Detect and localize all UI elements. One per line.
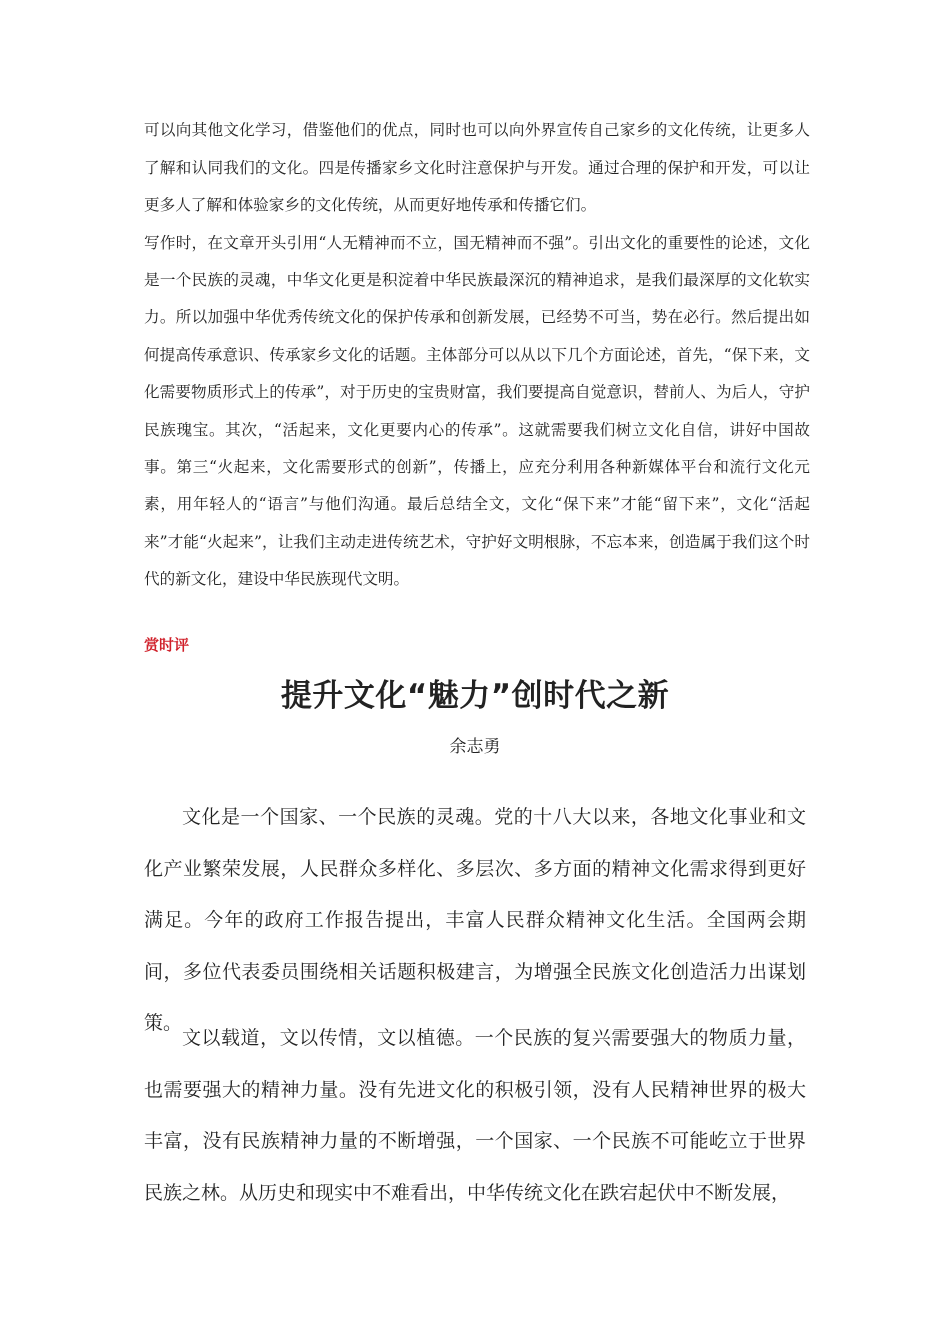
article-paragraph: 文以载道，文以传情，文以植德。一个民族的复兴需要强大的物质力量，也需要强大的精神力量。没有先进文化的积极引领，没有人民精神世界的极大丰富，没有民族精神力量的不断增强，一个国家、一个民族不可能屹立于世界民族之林。从历史和现实中不难看出，中华传统文化在跌宕起伏中不断发展， — [144, 1027, 806, 1204]
article-paragraph: 文化是一个国家、一个民族的灵魂。党的十八大以来，各地文化事业和文化产业繁荣发展，人民群众多样化、多层次、多方面的精神文化需求得到更好满足。今年的政府工作报告提出，丰富人民群众精神文化生活。全国两会期间，多位代表委员围绕相关话题积极建言，为增强全民族文化创造活力出谋划策。 — [144, 806, 806, 1034]
intro-text-block — [144, 112, 810, 599]
article-author: 余志勇 — [449, 737, 501, 757]
writing-tips-paragraph: 写作时，在文章开头引用“人无精神而不立，国无精神而不强”。引出文化的重要性的论述，文化是一个民族的灵魂，中华文化更是积淀着中华民族最深沉的精神追求，是我们最深厚的文化软实力。所以加强中华优秀传统文化的保护传承和创新发展，已经势不可当，势在必行。然后提出如何提高传承意识、传承家乡文化的话题。主体部分可以从以下几个方面论述，首先，“保下来，文化需要物质形式上的传承”，对于历史的宝贵财富，我们要提高自觉意识，替前人、为后人，守护民族瑰宝。其次，“活起来，文化更要内心的传承”。这就需要我们树立文化自信，讲好中国故事。第三“火起来，文化需要形式的创新”，传播上，应充分利用各种新媒体平台和流行文化元素，用年轻人的“语言”与他们沟通。最后总结全文，文化“保下来”才能“留下来”，文化“活起来”才能“火起来”，让我们主动走进传统艺术，守护好文明根脉，不忘本来，创造属于我们这个时代的新文化，建设中华民族现代文明。 — [144, 233, 810, 589]
intro-paragraph: 可以向其他文化学习，借鉴他们的优点，同时也可以向外界宣传自己家乡的文化传统，让更多人了解和认同我们的文化。四是传播家乡文化时注意保护与开发。通过合理的保护和开发，可以让更多人了解和体验家乡的文化传统，从而更好地传承和传播它们。 — [144, 121, 810, 214]
article-title: 提升文化“魅力”创时代之新 — [280, 678, 670, 714]
section-label: 赏时评 — [144, 636, 190, 654]
